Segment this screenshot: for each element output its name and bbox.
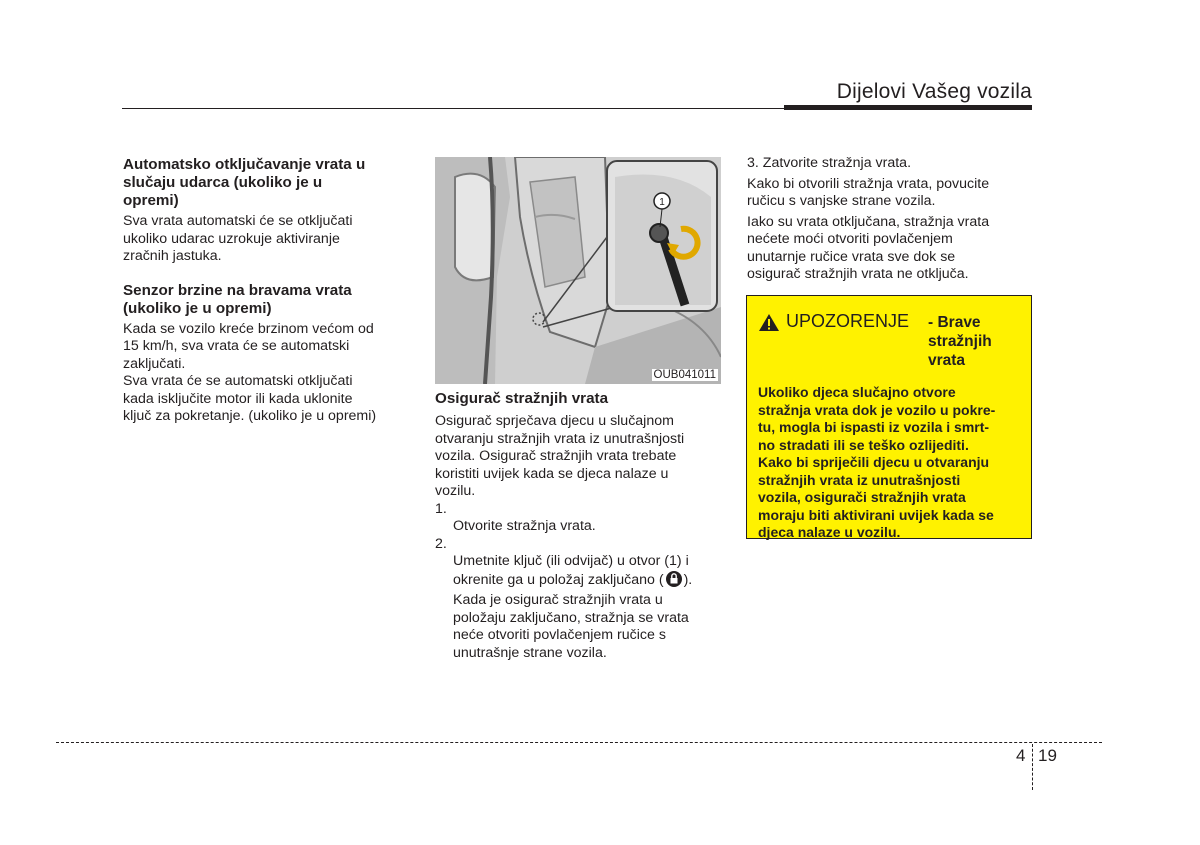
- section-heading-child-lock: Osigurač stražnjih vrata: [435, 390, 609, 407]
- section-text-child-lock: Osigurač sprječava djecu u slučajnom otvaranju stražnjih vrata iz unutrašnjosti vozila. Osigurač stražnjih vrata trebate koristiti uvijek kada se djeca nalaze u vozilu.: [435, 413, 685, 499]
- left-column: [123, 156, 413, 426]
- child-lock-illustration: [435, 157, 721, 384]
- section-text-speed-sensor-1: Kada se vozilo kreće brzinom većom od 15 km/h, sva vrata će se automatski zaključati.: [123, 320, 374, 372]
- section-heading-auto-unlock: Automatsko otključavanje vrata u slučaju udarca (ukoliko je u opremi): [123, 156, 366, 209]
- section-text-auto-unlock: Sva vrata automatski će se otključati ukoliko udarac uzrokuje aktiviranje zračnih jastuka.: [123, 213, 353, 264]
- chapter-number: 4: [1016, 746, 1026, 765]
- footer-rule: [56, 742, 1102, 743]
- right-column: [747, 155, 1037, 284]
- middle-column: [435, 390, 725, 662]
- paragraph-open-door: Kako bi otvorili stražnja vrata, povucite ručicu s vanjske strane vozila.: [747, 175, 990, 209]
- rear-door-drawing: [435, 157, 721, 384]
- header-rule-accent: [784, 105, 1032, 110]
- step-3: 3. Zatvorite stražnja vrata.: [747, 155, 912, 171]
- figure-code-label: OUB041011: [653, 369, 716, 381]
- step-1: 1. Otvorite stražnja vrata.: [435, 500, 596, 534]
- lock-icon: [666, 571, 682, 593]
- warning-title: UPOZORENJE: [786, 311, 910, 331]
- page-number: 19: [1038, 746, 1057, 765]
- section-text-speed-sensor-2: Sva vrata će se automatski otključati kada isključite motor ili kada uklonite ključ za pokretanje. (ukoliko je u opremi): [123, 373, 377, 424]
- warning-subtitle: - Brave stražnjih vrata: [928, 314, 992, 369]
- step-2: 2. Umetnite ključ (ili odvijač) u otvor (1) i okrenite ga u položaj zaključano ( ). Kada je osigurač stražnjih vrata u položaju zaključano, stražnja se vrata neće otvoriti povlačenjem ručice s unutrašnje strane vozila.: [435, 535, 693, 661]
- section-heading-speed-sensor: Senzor brzine na bravama vrata (ukoliko je u opremi): [123, 281, 352, 317]
- warning-box: [746, 295, 1032, 539]
- warning-body: Ukoliko djeca slučajno otvore stražnja vrata dok je vozilo u pokre- tu, mogla bi ispasti iz vozila i smrt- no stradati ili se teško ozlijediti. Kako bi spriječili djecu u otvaranju stražnjih vrata iz unutrašnjosti vozila, osigurači stražnjih vrata moraju biti aktivirani uvijek kada se djeca nalaze u vozilu.: [758, 384, 996, 540]
- warning-triangle-icon: [758, 313, 780, 337]
- footer-divider: [1032, 744, 1033, 790]
- page-header-title: Dijelovi Vašeg vozila: [836, 80, 1032, 103]
- paragraph-unlocked-note: Iako su vrata otključana, stražnja vrata nećete moći otvoriti povlačenjem unutarnje ručice vrata sve dok se osigurač stražnjih vrata ne otključa.: [747, 213, 990, 282]
- callout-number: 1: [659, 197, 665, 208]
- header-rule: [122, 108, 784, 109]
